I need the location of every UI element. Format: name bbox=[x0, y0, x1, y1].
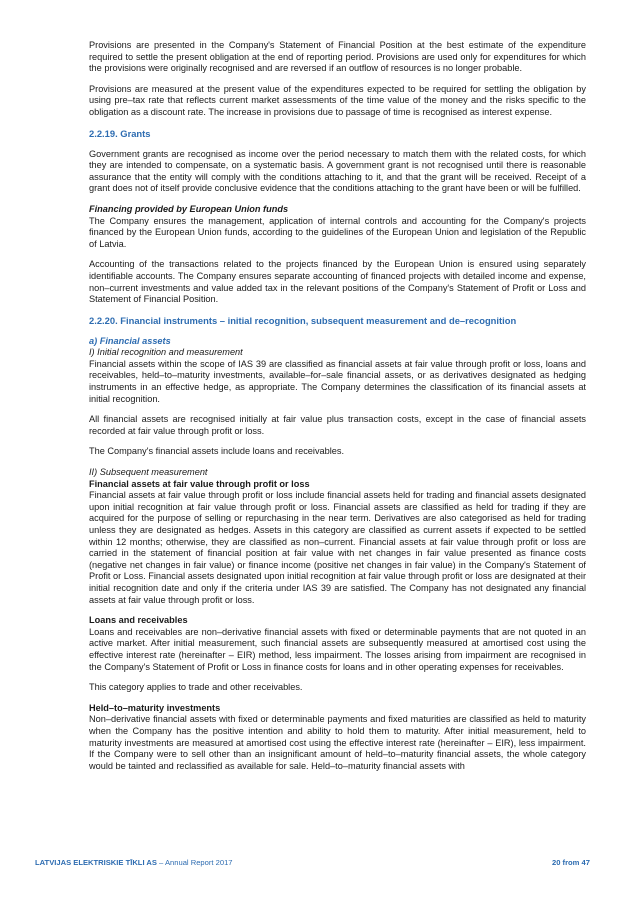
paragraph-provisions-presented: Provisions are presented in the Company's Statement of Financial Position at the best estimate of the expenditure required to settle the present obligation at the end of reporting period. Provisions are used only for expenditures for which the provisions were originally recognised and are reversed if an outflow of resources is no longer probable. bbox=[89, 40, 586, 74]
paragraph-company-assets: The Company's financial assets include loans and receivables. bbox=[89, 446, 345, 457]
footer-page-number: 20 from 47 bbox=[552, 858, 590, 867]
paragraph-eu-management: The Company ensures the management, application of internal controls and accounting for the Company's projects financed by the European Union funds, according to the guidelines of the European Union and legislation of the Republic of Latvia. bbox=[89, 215, 586, 249]
paragraph-provisions-measured: Provisions are measured at the present value of the expenditures expected to be required for settling the obligation by using pre–tax rate that reflects current market assessments of the time value of the money and the risks specific to the obligation as a discount rate. The increase in provisions due to passage of time is recognised as interest expense. bbox=[89, 83, 586, 117]
paragraph-category-applies: This category applies to trade and other receivables. bbox=[89, 682, 303, 693]
paragraph-eu-accounting: Accounting of the transactions related to the projects financed by the European Union is ensured using separately identifiable accounts. The Company ensures separate accounting of financed projects with detailed income and expense, non–current investments and value added tax in the relevant positions of the Company's Statement of Profit or Loss and Statement of Financial Position. bbox=[89, 259, 586, 305]
footer-report: – Annual Report 2017 bbox=[156, 858, 233, 867]
heading-eu-funds: Financing provided by European Union funds bbox=[89, 203, 289, 214]
footer-report-title bbox=[35, 858, 233, 867]
document-body bbox=[89, 40, 586, 772]
footer-company: LATVIJAS ELEKTRISKIE TĪKLI AS bbox=[35, 858, 157, 867]
heading-fvpl: Financial assets at fair value through profit or loss bbox=[89, 478, 310, 489]
heading-financial-instruments: 2.2.20. Financial instruments – initial recognition, subsequent measurement and de–recognition bbox=[89, 314, 517, 326]
heading-grants: 2.2.19. Grants bbox=[89, 127, 151, 139]
heading-subsequent-measurement: II) Subsequent measurement bbox=[89, 467, 208, 478]
paragraph-held-to-maturity: Non–derivative financial assets with fixed or determinable payments and fixed maturities are classified as held to maturity when the Company has the positive intention and ability to hold them to maturity. After initial measurement, held to maturity investments are measured at amortised cost using the effective interest rate (hereinafter – EIR), less impairment. If the Company were to sell other than an insignificant amount of held–to–maturity financial assets, the whole category would be tainted and reclassified as available for sale. Held–to–maturity financial assets with bbox=[89, 714, 586, 771]
paragraph-initial-fair-value: All financial assets are recognised initially at fair value plus transaction costs, except in the case of financial assets recorded at fair value through profit or loss. bbox=[89, 414, 586, 436]
heading-financial-assets: a) Financial assets bbox=[89, 335, 171, 346]
paragraph-loans-receivables: Loans and receivables are non–derivative financial assets with fixed or determinable payments that are not quoted in an active market. After initial measurement, such financial assets are subsequently measured at amortised cost using the effective interest rate (hereinafter – EIR) method, less impairment. The losses arising from impairment are recognised in the Company's Statement of Profit or Loss in finance costs for loans and in other operating expenses for receivables. bbox=[89, 626, 586, 672]
heading-loans-receivables: Loans and receivables bbox=[89, 615, 188, 626]
heading-held-to-maturity: Held–to–maturity investments bbox=[89, 702, 221, 713]
paragraph-fvpl: Financial assets at fair value through profit or loss include financial assets held for trading and financial assets designated upon initial recognition at fair value through profit or loss. Financial assets are classified as held for trading if they are acquired for the purpose of selling or repurchasing in the near term. Derivatives are also categorised as held for trading unless they are designated as hedges. Assets in this category are classified as current assets if expected to be settled within 12 months; otherwise, they are classified as non–current. Financial assets at fair value through profit or loss are carried in the statement of financial position at fair value with net changes in fair value presented as finance costs (negative net changes in fair value) or finance income (positive net changes in fair value) in the Company's Statement of Profit or Loss. Financial assets designated upon initial recognition at fair value through profit or loss are designated at their initial recognition date and only if the criteria under IAS 39 are satisfied. The Company has not designated any financial assets at fair value through profit or loss. bbox=[89, 490, 586, 605]
paragraph-government-grants: Government grants are recognised as income over the period necessary to match them with the related costs, for which they are intended to compensate, on a systematic basis. A government grant is not recognised until there is reasonable assurance that the entity will comply with the conditions attaching to it, and that the grant will be received. Receipt of a grant does not of itself provide conclusive evidence that the conditions attaching to the grant have been or will be fulfilled. bbox=[89, 148, 586, 194]
heading-initial-recognition: I) Initial recognition and measurement bbox=[89, 347, 243, 358]
paragraph-ias39-classification: Financial assets within the scope of IAS 39 are classified as financial assets at fair value through profit or loss, loans and receivables, held–to–maturity investments, available–for–sale financial assets, or as derivatives designated as hedging instruments in an effective hedge, as appropriate. The Company determines the classification of its financial assets at initial recognition. bbox=[89, 358, 586, 404]
